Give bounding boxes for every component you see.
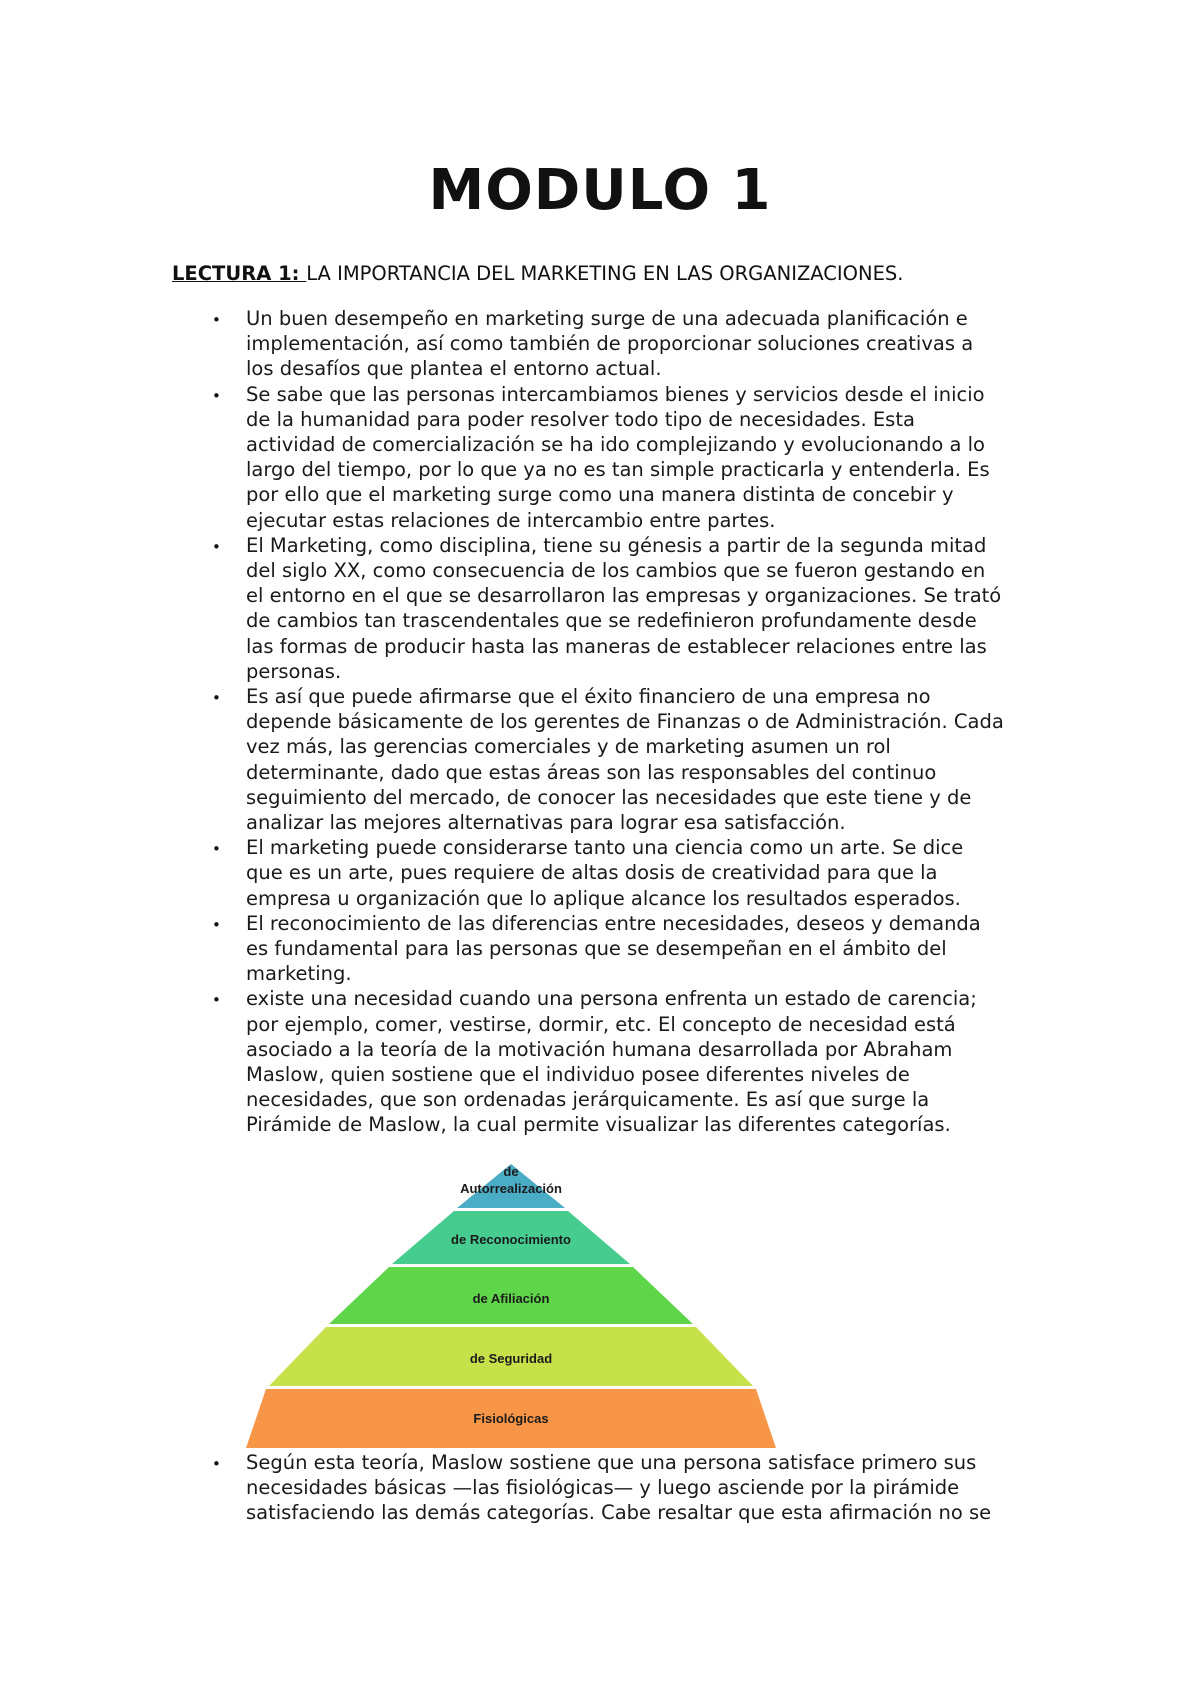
bullet-text — [246, 1450, 1046, 1526]
text-line: Es así que puede afirmarse que el éxito financiero de una empresa no — [246, 685, 931, 708]
text-line: de la humanidad para poder resolver todo tipo de necesidades. Esta — [246, 407, 915, 431]
text-line: asociado a la teoría de la motivación humana desarrollada por Abraham — [246, 1037, 953, 1061]
text-line: es fundamental para las personas que se desempeñan en el ámbito del — [246, 937, 947, 960]
tier-label-reconocimiento: de Reconocimiento — [451, 1232, 571, 1247]
bullet-dot: • — [212, 991, 221, 1010]
tier-label-afiliacion: de Afiliación — [472, 1291, 550, 1306]
bullet-dot: • — [212, 840, 221, 859]
bullet-dot: • — [212, 915, 221, 934]
text-line: analizar las mejores alternativas para lograr esa satisfacción. — [246, 811, 846, 835]
text-line: determinante, dado que estas áreas son las responsables del continuo — [246, 760, 937, 784]
text-line: Pirámide de Maslow, la cual permite visualizar las diferentes categorías. — [246, 1113, 951, 1137]
text-line: ejecutar estas relaciones de intercambio entre partes. — [246, 508, 776, 532]
text-line: el entorno en el que se desarrollaron las empresas y organizaciones. Se trató — [246, 584, 1002, 608]
reading-label: LECTURA 1: — [172, 262, 307, 285]
text-line: marketing. — [246, 962, 352, 986]
reading-title: LA IMPORTANCIA DEL MARKETING EN LAS ORGANIZACIONES. — [306, 262, 904, 285]
bullet-dot: • — [212, 386, 221, 405]
text-line: Un buen desempeño en marketing surge de una adecuada planificación e — [246, 307, 968, 330]
text-line: satisfaciendo las demás categorías. Cabe resaltar que esta afirmación no se — [246, 1501, 992, 1524]
bullet-text — [246, 382, 1046, 533]
bullet-dot: • — [212, 537, 221, 556]
text-line: depende básicamente de los gerentes de Finanzas o de Administración. Cada — [246, 710, 1004, 734]
maslow-pyramid — [246, 1160, 776, 1450]
text-line: los desafíos que plantea el entorno actual. — [246, 357, 662, 381]
bullet-text — [246, 684, 1046, 835]
text-line: actividad de comercialización se ha ido complejizando y evolucionando a lo — [246, 433, 985, 456]
text-line: existe una necesidad cuando una persona enfrenta un estado de carencia; — [246, 987, 977, 1011]
tier-label-autorrealizacion-line1: de — [503, 1164, 519, 1179]
text-line: las formas de producir hasta las maneras de establecer relaciones entre las — [246, 634, 987, 658]
text-line: Maslow, quien sostiene que el individuo posee diferentes niveles de — [246, 1063, 910, 1086]
text-line: necesidades, que son ordenadas jerárquicamente. Es así que surge la — [246, 1088, 930, 1112]
bullet-text — [246, 986, 1046, 1137]
tier-label-fisiologicas: Fisiológicas — [473, 1411, 549, 1426]
bullet-dot: • — [212, 1454, 221, 1473]
text-line: Según esta teoría, Maslow sostiene que una persona satisface primero sus — [246, 1450, 977, 1474]
text-line: El reconocimiento de las diferencias entre necesidades, deseos y demanda — [246, 911, 981, 935]
text-line: del siglo XX, como consecuencia de los cambios que se fueron gestando en — [246, 559, 986, 582]
text-line: Se sabe que las personas intercambiamos bienes y servicios desde el inicio — [246, 382, 985, 406]
text-line: El marketing puede considerarse tanto una ciencia como un arte. Se dice — [246, 836, 964, 860]
text-line: El Marketing, como disciplina, tiene su génesis a partir de la segunda mitad — [246, 533, 987, 557]
bullet-text — [246, 533, 1046, 684]
bullet-dot: • — [212, 689, 221, 707]
page-title: MODULO 1 — [428, 158, 772, 223]
bullet-text — [246, 306, 1046, 382]
text-line: de cambios tan trascendentales que se redefinieron profundamente desde — [246, 609, 977, 633]
bullet-text — [246, 911, 1046, 987]
text-line: personas. — [246, 659, 342, 683]
text-line: por ejemplo, comer, vestirse, dormir, etc. El concepto de necesidad está — [246, 1012, 956, 1036]
bullet-dot: • — [212, 311, 221, 329]
text-line: vez más, las gerencias comerciales y de marketing asumen un rol — [246, 735, 891, 759]
text-line: largo del tiempo, por lo que ya no es tan simple practicarla y entenderla. Es — [246, 458, 990, 482]
tier-label-seguridad: de Seguridad — [469, 1351, 553, 1366]
text-line: seguimiento del mercado, de conocer las necesidades que este tiene y de — [246, 785, 972, 809]
bullet-text — [246, 835, 1046, 911]
reading-heading — [172, 262, 904, 285]
text-line: implementación, así como también de proporcionar soluciones creativas a — [246, 332, 974, 356]
text-line: que es un arte, pues requiere de altas dosis de creatividad para que la — [246, 861, 938, 885]
text-line: necesidades básicas —las fisiológicas— y luego asciende por la pirámide — [246, 1475, 960, 1499]
text-line: empresa u organización que lo aplique alcance los resultados esperados. — [246, 886, 961, 910]
text-line: por ello que el marketing surge como una manera distinta de concebir y — [246, 483, 954, 507]
tier-label-autorrealizacion-line2: Autorrealización — [460, 1181, 562, 1196]
